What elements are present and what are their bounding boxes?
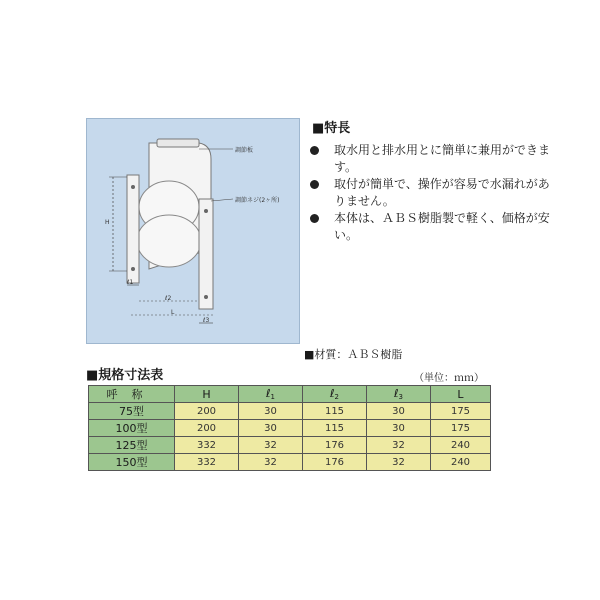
col-header-name: 呼称 bbox=[89, 386, 175, 403]
col-header-h: H bbox=[175, 386, 239, 403]
dim-l-label: L bbox=[171, 309, 175, 316]
row-name: 75型 bbox=[89, 403, 175, 420]
row-name: 150型 bbox=[89, 454, 175, 471]
spec-title: ■規格寸法表 bbox=[86, 368, 164, 383]
col-header-l: L bbox=[431, 386, 491, 403]
table-header-row bbox=[89, 386, 491, 403]
feature-list bbox=[304, 142, 554, 244]
cell-l1: 32 bbox=[239, 437, 303, 454]
cell-l1: 32 bbox=[239, 454, 303, 471]
dim-l1-label: ℓ1 bbox=[127, 279, 134, 286]
feature-text: 取付が簡単で、操作が容易で水漏れがありません。 bbox=[334, 177, 550, 208]
cell-l3: 32 bbox=[367, 437, 431, 454]
feature-text: 取水用と排水用とに簡単に兼用ができます。 bbox=[334, 143, 551, 174]
feature-item bbox=[304, 142, 554, 176]
dim-h-label: H bbox=[105, 219, 110, 226]
col-header-l3: ℓ$_3$ bbox=[367, 386, 431, 403]
cell-l3: 30 bbox=[367, 403, 431, 420]
cell-l: 175 bbox=[431, 420, 491, 437]
row-name: 100型 bbox=[89, 420, 175, 437]
spec-table bbox=[88, 385, 491, 471]
bullet-icon bbox=[310, 214, 319, 223]
features-title: ■特長 bbox=[312, 121, 351, 136]
unit-note: （単位：ｍｍ） bbox=[414, 373, 484, 384]
cell-h: 200 bbox=[175, 403, 239, 420]
col-header-l2: ℓ$_2$ bbox=[303, 386, 367, 403]
cell-l: 240 bbox=[431, 437, 491, 454]
cell-l3: 30 bbox=[367, 420, 431, 437]
cell-l2: 115 bbox=[303, 420, 367, 437]
gate-valve-drawing bbox=[87, 119, 299, 343]
cell-h: 332 bbox=[175, 437, 239, 454]
cell-l2: 176 bbox=[303, 454, 367, 471]
table-row bbox=[89, 403, 491, 420]
cell-l: 175 bbox=[431, 403, 491, 420]
adjust-plate-label: 調節板 bbox=[235, 147, 254, 154]
table-row bbox=[89, 454, 491, 471]
adjust-screw-label: 調節ネジ(2ヶ所) bbox=[235, 197, 280, 204]
table-row bbox=[89, 420, 491, 437]
cell-l3: 32 bbox=[367, 454, 431, 471]
cell-l1: 30 bbox=[239, 420, 303, 437]
cell-l2: 115 bbox=[303, 403, 367, 420]
cell-h: 200 bbox=[175, 420, 239, 437]
dim-l2-label: ℓ2 bbox=[165, 295, 172, 302]
bullet-icon bbox=[310, 146, 319, 155]
cell-l2: 176 bbox=[303, 437, 367, 454]
cell-h: 332 bbox=[175, 454, 239, 471]
table-row bbox=[89, 437, 491, 454]
feature-item bbox=[304, 210, 554, 244]
product-diagram bbox=[86, 118, 300, 344]
col-header-l1: ℓ$_1$ bbox=[239, 386, 303, 403]
material-note: ■材質：ＡＢＳ樹脂 bbox=[304, 348, 403, 361]
row-name: 125型 bbox=[89, 437, 175, 454]
cell-l: 240 bbox=[431, 454, 491, 471]
bullet-icon bbox=[310, 180, 319, 189]
feature-item bbox=[304, 176, 554, 210]
feature-text: 本体は、ＡＢＳ樹脂製で軽く、価格が安い。 bbox=[334, 211, 550, 242]
dim-l3-label: ℓ3 bbox=[203, 317, 210, 324]
cell-l1: 30 bbox=[239, 403, 303, 420]
